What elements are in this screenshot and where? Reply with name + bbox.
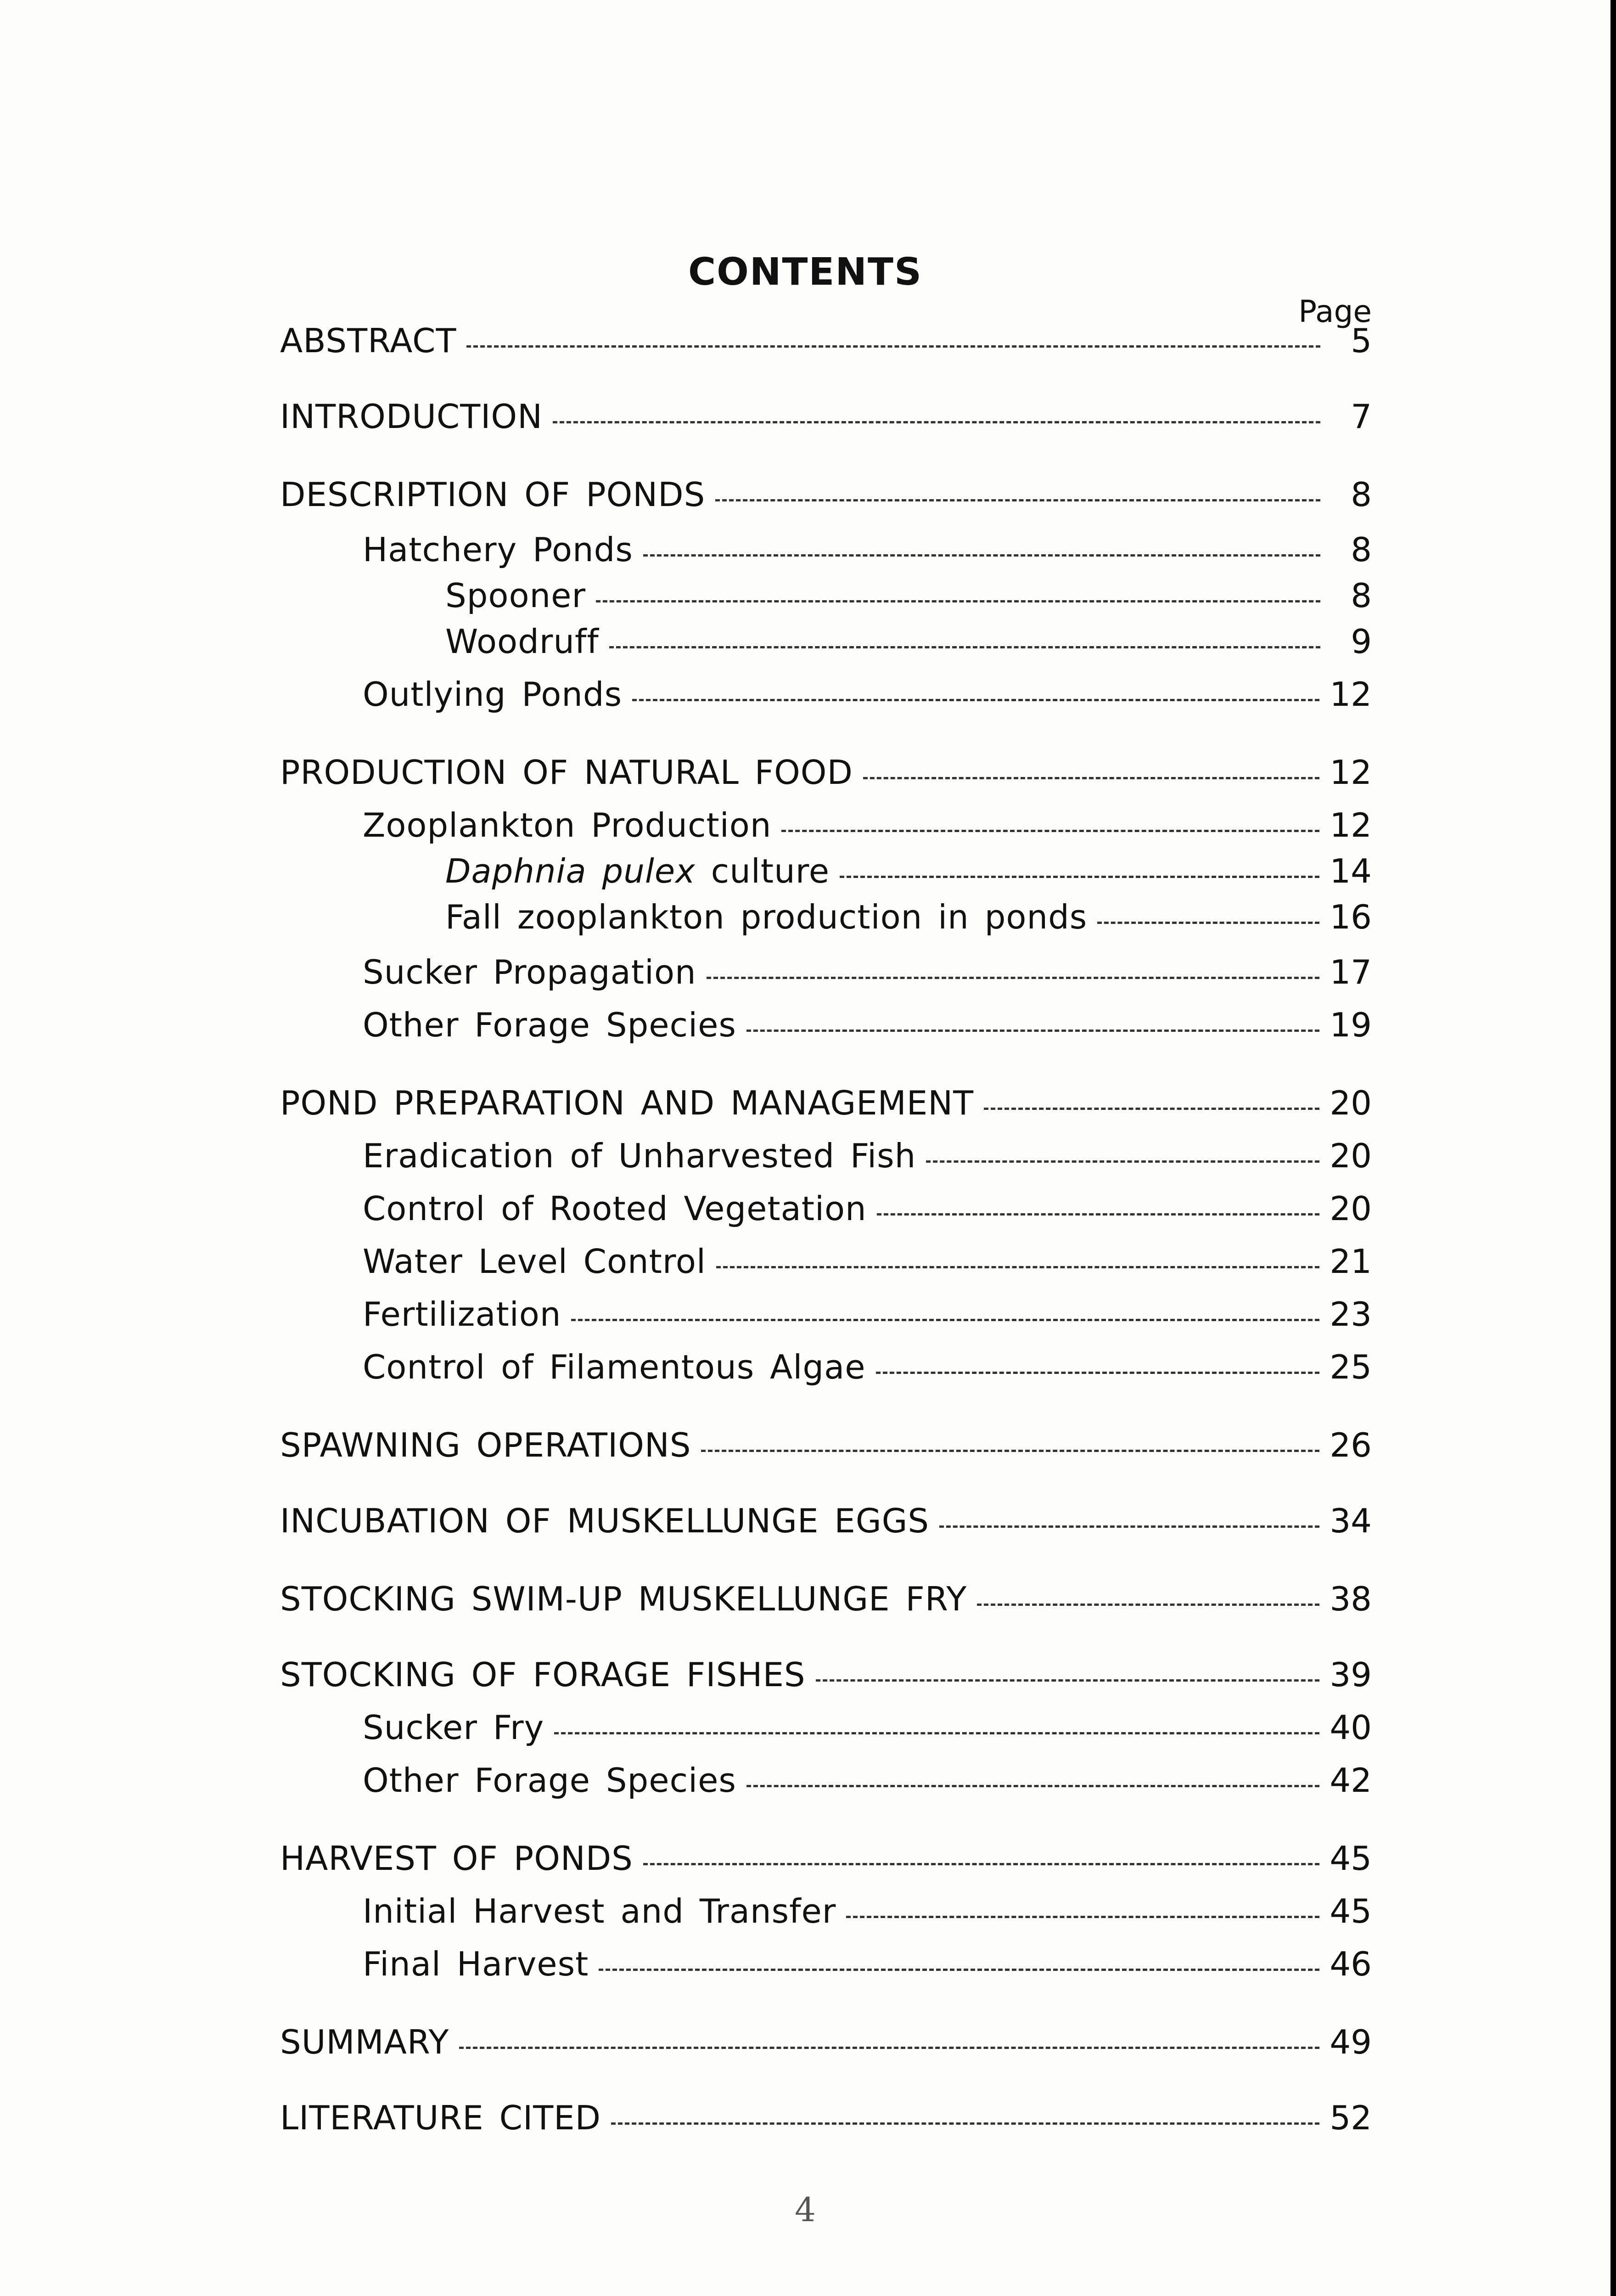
toc-entry [280,1761,1372,1807]
toc-entry [280,898,1372,944]
toc-entry-title: SUMMARY [280,2023,449,2061]
toc-entry [280,1242,1372,1288]
dot-leader [707,977,1320,979]
toc-entry-title: LITERATURE CITED [280,2099,601,2137]
toc-entry [280,806,1372,852]
toc-entry-page: 5 [1351,321,1372,360]
toc-entry [280,1137,1372,1182]
toc-entry [280,622,1372,668]
dot-leader [926,1160,1319,1163]
toc-entry-page: 12 [1330,753,1372,792]
toc-entry-page: 19 [1330,1006,1372,1044]
dot-leader [816,1679,1320,1682]
toc-entry [280,321,1372,367]
toc-entry-title: STOCKING OF FORAGE FISHES [280,1655,806,1694]
toc-entry-page: 39 [1330,1655,1372,1694]
toc-entry [280,1580,1372,1626]
toc-entry-page: 52 [1330,2099,1372,2137]
toc-entry-title: DESCRIPTION OF PONDS [280,475,706,514]
dot-leader [643,554,1320,557]
toc-entry-title: Outlying Ponds [363,675,623,714]
dot-leader [876,1372,1320,1374]
toc-entry-page: 40 [1330,1708,1372,1747]
toc-entry-page: 45 [1330,1892,1372,1930]
toc-entry-page: 42 [1330,1761,1372,1800]
dot-leader [466,345,1320,348]
toc-entry-page: 38 [1330,1580,1372,1618]
toc-entry-page: 20 [1330,1189,1372,1228]
toc-entry [280,1295,1372,1341]
toc-entry-title: Fall zooplankton production in ponds [445,898,1088,936]
toc-entry-page: 14 [1330,852,1372,890]
toc-entry [280,397,1372,443]
toc-entry-page: 12 [1330,675,1372,714]
toc-entry-title: Eradication of Unharvested Fish [363,1137,916,1175]
toc-entry-title-rest: culture [695,852,830,890]
toc-entry-title: Fertilization [363,1295,561,1334]
dot-leader [599,1969,1319,1971]
toc-entry-page: 45 [1330,1839,1372,1878]
dot-leader [863,777,1319,779]
toc-entry-title: Sucker Fry [363,1708,544,1747]
toc-entry [280,1426,1372,1472]
toc-entry-title: INCUBATION OF MUSKELLUNGE EGGS [280,1502,930,1540]
toc-entry-title [445,852,830,890]
dot-leader [715,499,1320,501]
dot-leader [554,1732,1319,1734]
dot-leader [716,1266,1319,1268]
toc-entry-page: 17 [1330,953,1372,991]
toc-entry [280,530,1372,576]
page-number: 4 [795,2190,816,2229]
dot-leader [459,2047,1319,2049]
toc-entry [280,1006,1372,1052]
toc-entry [280,753,1372,799]
toc-entry-page: 26 [1330,1426,1372,1464]
dot-leader [781,830,1319,832]
toc-entry-title: Water Level Control [363,1242,706,1281]
toc-entry-title: Spooner [445,576,586,615]
dot-leader [632,699,1319,701]
dot-leader [609,646,1320,648]
contents-heading: CONTENTS [688,250,923,294]
dot-leader [596,600,1320,602]
dot-leader [1097,922,1319,924]
toc-entry-title: Final Harvest [363,1945,589,1983]
toc-entry [280,1189,1372,1235]
toc-entry [280,1502,1372,1548]
toc-entry-title: INTRODUCTION [280,397,543,436]
toc-entry-title: POND PREPARATION AND MANAGEMENT [280,1084,974,1122]
dot-leader [553,421,1320,423]
toc-entry-title: STOCKING SWIM-UP MUSKELLUNGE FRY [280,1580,967,1618]
toc-entry-title: Control of Rooted Vegetation [363,1189,867,1228]
toc-entry [280,1084,1372,1130]
toc-entry [280,1945,1372,1991]
toc-entry-page: 8 [1351,576,1372,615]
toc-entry [280,1892,1372,1938]
toc-entry-title-italic: Daphnia pulex [445,852,696,890]
toc-entry [280,475,1372,521]
toc-entry-title: Other Forage Species [363,1761,736,1800]
toc-entry-page: 8 [1351,530,1372,569]
toc-entry [280,1348,1372,1394]
toc-entry [280,2023,1372,2069]
toc-entry-page: 8 [1351,475,1372,514]
toc-entry-page: 46 [1330,1945,1372,1983]
toc-entry-title: Control of Filamentous Algae [363,1348,866,1386]
toc-entry [280,852,1372,898]
toc-entry-page: 16 [1330,898,1372,936]
dot-leader [984,1108,1319,1110]
dot-leader [571,1319,1319,1321]
toc-entry-title: Hatchery Ponds [363,530,633,569]
toc-entry [280,1655,1372,1701]
toc-entry-page: 34 [1330,1502,1372,1540]
dot-leader [643,1863,1320,1865]
toc-entry-title: HARVEST OF PONDS [280,1839,633,1878]
toc-entry-title: Initial Harvest and Transfer [363,1892,836,1930]
toc-entry [280,576,1372,622]
toc-entry-page: 7 [1351,397,1372,436]
toc-entry [280,953,1372,999]
toc-entry [280,675,1372,721]
toc-entry-title: Other Forage Species [363,1006,736,1044]
toc-entry-title: PRODUCTION OF NATURAL FOOD [280,753,853,792]
dot-leader [840,876,1319,878]
dot-leader [746,1030,1319,1032]
toc-entry-title: Sucker Propagation [363,953,696,991]
dot-leader [746,1785,1319,1787]
toc-entry [280,2099,1372,2144]
toc-entry-page: 9 [1351,622,1372,661]
toc-entry [280,1708,1372,1754]
page-column-label: Page [1298,294,1372,329]
toc-entry-title: Zooplankton Production [363,806,772,844]
toc-entry-page: 21 [1330,1242,1372,1281]
toc-entry-page: 25 [1330,1348,1372,1386]
dot-leader [939,1525,1319,1528]
dot-leader [846,1916,1319,1918]
toc-entry-page: 20 [1330,1084,1372,1122]
toc-entry-title: ABSTRACT [280,321,457,360]
dot-leader [977,1604,1319,1606]
dot-leader [701,1450,1319,1452]
toc-entry-page: 49 [1330,2023,1372,2061]
dot-leader [611,2122,1319,2125]
toc-entry-page: 23 [1330,1295,1372,1334]
toc-entry-title: Woodruff [445,622,599,661]
dot-leader [877,1213,1320,1216]
toc-entry-page: 20 [1330,1137,1372,1175]
toc-entry [280,1839,1372,1885]
toc-entry-page: 12 [1330,806,1372,844]
toc-entry-title: SPAWNING OPERATIONS [280,1426,691,1464]
